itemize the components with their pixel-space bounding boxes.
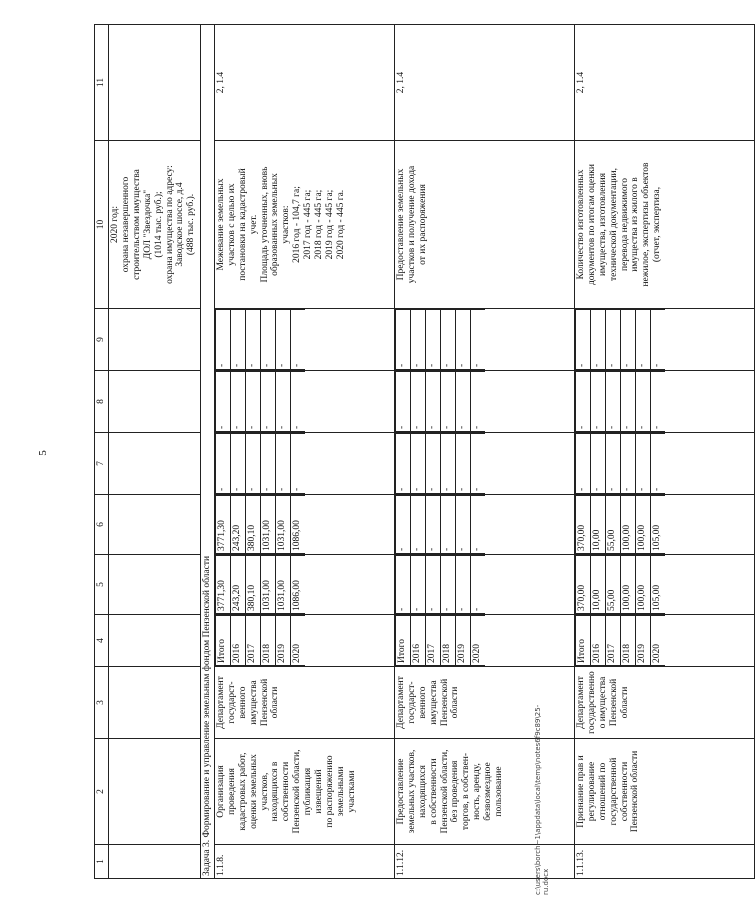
total-funding xyxy=(394,555,574,615)
col8-value: - xyxy=(590,372,605,432)
col9 xyxy=(394,309,574,371)
col7 xyxy=(394,433,574,495)
expected-result-line: документов по итогам оценки xyxy=(586,163,597,286)
activity-name-line: проведения xyxy=(226,768,237,815)
col7-value: - xyxy=(425,434,440,494)
regional-budget-value: - xyxy=(395,496,410,554)
year-cell-value: 2017 xyxy=(605,616,620,666)
activity-name-line: Пензенской области, xyxy=(292,749,303,834)
col8-value: - xyxy=(290,372,305,432)
col7-value: - xyxy=(650,434,665,494)
col8-value: - xyxy=(470,372,485,432)
col9-value: - xyxy=(605,310,620,370)
col9-value: - xyxy=(620,310,635,370)
regional-budget-value: - xyxy=(470,496,485,554)
col7-value: - xyxy=(290,434,305,494)
total-funding-value: - xyxy=(395,556,410,614)
col8-value: - xyxy=(605,372,620,432)
activity-name-line: оценки земельных xyxy=(248,754,259,829)
program-table xyxy=(94,24,755,879)
column-header-11: 11 xyxy=(95,25,109,141)
col9-value: - xyxy=(470,310,485,370)
col9-value: - xyxy=(230,310,245,370)
year-cell xyxy=(394,615,574,667)
col7 xyxy=(574,433,754,495)
regional-budget-value: - xyxy=(440,496,455,554)
col9-value: - xyxy=(650,310,665,370)
activity-name-line: регулирование xyxy=(586,761,597,822)
column-header-5: 5 xyxy=(95,555,109,615)
total-funding xyxy=(214,555,394,615)
regional-budget-value: 3771,30 xyxy=(215,496,230,554)
col8-value: - xyxy=(410,372,425,432)
executor-line: области xyxy=(619,686,630,719)
expected-result-line: учет. xyxy=(248,214,259,235)
activity-name xyxy=(574,739,754,845)
col7-value: - xyxy=(215,434,230,494)
executor-line: Департамент xyxy=(215,676,226,729)
year-cell-value: 2017 xyxy=(425,616,440,666)
total-funding-value: 1086,00 xyxy=(290,556,305,614)
executor-line: области xyxy=(270,686,281,719)
row-number: 1.1.13. xyxy=(574,845,754,879)
col7-value: - xyxy=(575,434,590,494)
column-header-2: 2 xyxy=(95,739,109,845)
col9-value: - xyxy=(245,310,260,370)
continuation-line: ДОЛ "Звездочка" xyxy=(142,189,153,260)
expected-result-line: от их распоряжения xyxy=(417,184,428,265)
executor-line: имущества xyxy=(248,680,259,725)
header-row xyxy=(95,25,109,879)
year-cell-value: 2020 xyxy=(650,616,665,666)
executor-line: имущества xyxy=(428,680,439,725)
col8-value: - xyxy=(230,372,245,432)
activity-name-line: публикация xyxy=(303,767,314,816)
col9-value: - xyxy=(440,310,455,370)
total-funding-value: 100,00 xyxy=(635,556,650,614)
year-cell-value: Итого xyxy=(215,616,230,666)
activity-name-line: извещений xyxy=(314,769,325,814)
total-funding-value: - xyxy=(440,556,455,614)
continuation-line: охрана имущества по адресу: xyxy=(164,165,175,284)
expected-result-line: технической документации, xyxy=(608,167,619,282)
executor-line: о имущества xyxy=(597,676,608,729)
row-number: 1.1.8. xyxy=(214,845,394,879)
total-funding-value: - xyxy=(455,556,470,614)
activity-name-line: торгов, в собствен- xyxy=(461,752,472,831)
year-cell-value: 2017 xyxy=(245,616,260,666)
col9 xyxy=(214,309,394,371)
expected-result-line: 2020 год - 445 га. xyxy=(335,189,346,260)
col7-value: - xyxy=(395,434,410,494)
executor-line: области xyxy=(450,686,461,719)
indicator-ref: 2, 1.4 xyxy=(574,25,754,141)
col9-value: - xyxy=(455,310,470,370)
regional-budget xyxy=(574,495,754,555)
activity-name-line: собственности xyxy=(281,761,292,822)
activity-name-line: по распоряжению xyxy=(325,755,336,828)
col8-value: - xyxy=(620,372,635,432)
year-cell-value: 2016 xyxy=(410,616,425,666)
year-cell xyxy=(574,615,754,667)
expected-result-line: перевода недвижимого xyxy=(619,178,630,271)
activity-name-line: находящихся xyxy=(417,765,428,818)
page-number: 5 xyxy=(37,450,49,456)
executor-line: Департамент xyxy=(575,676,586,729)
expected-result-line: Межевание земельных xyxy=(215,178,226,271)
year-cell-value: 2018 xyxy=(440,616,455,666)
total-funding-value: - xyxy=(470,556,485,614)
regional-budget-value: - xyxy=(455,496,470,554)
col7-value: - xyxy=(620,434,635,494)
continuation-text xyxy=(108,141,200,309)
column-header-3: 3 xyxy=(95,667,109,739)
footer-file-path: c:\users\borch~1\appdata\local\temp\notes6f9c89\25-ru.docx xyxy=(534,704,550,895)
activity-name-line: Организация xyxy=(215,765,226,818)
col9-value: - xyxy=(590,310,605,370)
continuation-line: (1014 тыс. руб.); xyxy=(153,191,164,258)
year-cell-value: 2018 xyxy=(260,616,275,666)
col7-value: - xyxy=(470,434,485,494)
activity-name-line: Пензенской области xyxy=(630,750,641,833)
col8-value: - xyxy=(275,372,290,432)
expected-result-line: постановки на кадастровый xyxy=(237,168,248,281)
column-header-6: 6 xyxy=(95,495,109,555)
col8-value: - xyxy=(575,372,590,432)
regional-budget xyxy=(214,495,394,555)
total-funding-value: 105,00 xyxy=(650,556,665,614)
col8-value: - xyxy=(455,372,470,432)
col7-value: - xyxy=(260,434,275,494)
col7-value: - xyxy=(605,434,620,494)
row-number: 1.1.12. xyxy=(394,845,574,879)
year-cell-value: Итого xyxy=(575,616,590,666)
year-cell-value: 2019 xyxy=(635,616,650,666)
expected-result-line: участков и получение дохода xyxy=(406,165,417,284)
col9-value: - xyxy=(425,310,440,370)
activity-name-line: участками xyxy=(346,770,357,813)
activity-name-line: кадастровых работ, xyxy=(237,752,248,831)
col8-value: - xyxy=(650,372,665,432)
expected-result-line: участков с целью их xyxy=(226,183,237,266)
activity-name-line: Признание прав и xyxy=(575,755,586,828)
total-funding-value: 243,20 xyxy=(230,556,245,614)
total-funding-value: 370,00 xyxy=(575,556,590,614)
col7-value: - xyxy=(230,434,245,494)
activity-name-line: государственной xyxy=(608,757,619,826)
total-funding-value: - xyxy=(425,556,440,614)
col9 xyxy=(574,309,754,371)
col9-value: - xyxy=(410,310,425,370)
continuation-line: охрана незавершенного xyxy=(120,176,131,273)
total-funding xyxy=(574,555,754,615)
regional-budget-value: - xyxy=(410,496,425,554)
table-row xyxy=(214,25,394,879)
executor-line: венного xyxy=(237,686,248,719)
col8-value: - xyxy=(635,372,650,432)
expected-result-line: имущества из жилого в xyxy=(630,177,641,272)
continuation-line: 2020 год: xyxy=(109,206,120,243)
activity-name-line: безвозмездное xyxy=(483,762,494,821)
column-header-8: 8 xyxy=(95,371,109,433)
expected-result-line: участков: xyxy=(281,205,292,244)
expected-result xyxy=(574,141,754,309)
col8-value: - xyxy=(245,372,260,432)
total-funding-value: 380,10 xyxy=(245,556,260,614)
continuation-line: Заводское шоссе, д.4 xyxy=(175,182,186,267)
total-funding-value: 1031,00 xyxy=(275,556,290,614)
activity-name-line: в собственности xyxy=(428,758,439,825)
column-header-10: 10 xyxy=(95,141,109,309)
expected-result-line: 2017 год - 445 га; xyxy=(303,189,314,260)
col8-value: - xyxy=(395,372,410,432)
regional-budget-value: 55,00 xyxy=(605,496,620,554)
col9-value: - xyxy=(395,310,410,370)
total-funding-value: - xyxy=(410,556,425,614)
expected-result-line: (отчет, экспертиза, xyxy=(652,186,663,263)
total-funding-value: 3771,30 xyxy=(215,556,230,614)
col9-value: - xyxy=(575,310,590,370)
activity-name-line: земельными xyxy=(335,766,346,817)
expected-result-line: нежилое, экспертизы объектов xyxy=(641,162,652,287)
year-cell-value: 2016 xyxy=(230,616,245,666)
year-cell-value: 2020 xyxy=(470,616,485,666)
regional-budget-value: 243,20 xyxy=(230,496,245,554)
col9-value: - xyxy=(635,310,650,370)
executor-line: Департамент xyxy=(395,676,406,729)
continuation-line: строительством имущества xyxy=(131,169,142,280)
col7-value: - xyxy=(590,434,605,494)
activity-name-line: участков, xyxy=(259,772,270,811)
year-cell-value: 2020 xyxy=(290,616,305,666)
regional-budget-value: 100,00 xyxy=(620,496,635,554)
activity-name-line: без проведения xyxy=(450,760,461,823)
col7-value: - xyxy=(455,434,470,494)
indicator-ref: 2, 1.4 xyxy=(214,25,394,141)
year-cell-value: 2018 xyxy=(620,616,635,666)
regional-budget xyxy=(394,495,574,555)
expected-result-line: 2016 год - 104,7 га; xyxy=(292,186,303,263)
executor-line: Пензенской xyxy=(259,678,270,727)
col9-value: - xyxy=(290,310,305,370)
regional-budget-value: 370,00 xyxy=(575,496,590,554)
year-cell xyxy=(214,615,394,667)
col8-value: - xyxy=(260,372,275,432)
total-funding-value: 55,00 xyxy=(605,556,620,614)
activity-name-line: земельных участков, xyxy=(406,749,417,834)
col8 xyxy=(394,371,574,433)
expected-result-line: Количество изготовленных xyxy=(575,169,586,280)
regional-budget-value: 105,00 xyxy=(650,496,665,554)
total-funding-value: 100,00 xyxy=(620,556,635,614)
column-header-1: 1 xyxy=(95,845,109,879)
expected-result-line: Площадь уточненных, вновь xyxy=(259,166,270,283)
regional-budget-value: 380,10 xyxy=(245,496,260,554)
expected-result xyxy=(394,141,574,309)
activity-name-line: Предоставление xyxy=(395,758,406,825)
col8-value: - xyxy=(215,372,230,432)
col9-value: - xyxy=(215,310,230,370)
regional-budget-value: 10,00 xyxy=(590,496,605,554)
total-funding-value: 10,00 xyxy=(590,556,605,614)
expected-result-line: образованных земельных xyxy=(270,173,281,276)
indicator-ref: 2, 1.4 xyxy=(394,25,574,141)
expected-result-line: 2018 год - 445 га; xyxy=(314,189,325,260)
table-row xyxy=(574,25,754,879)
year-cell-value: Итого xyxy=(395,616,410,666)
continuation-line: (488 тыс. руб.). xyxy=(186,193,197,256)
executor-line: государст- xyxy=(406,681,417,724)
col9-value: - xyxy=(275,310,290,370)
activity-name-line: Пензенской области, xyxy=(439,749,450,834)
executor-line: государственно xyxy=(586,671,597,734)
expected-result xyxy=(214,141,394,309)
executor-line: венного xyxy=(417,686,428,719)
regional-budget-value: 1086,00 xyxy=(290,496,305,554)
col8-value: - xyxy=(440,372,455,432)
expected-result-line: имущества, изготовления xyxy=(597,172,608,277)
year-cell-value: 2016 xyxy=(590,616,605,666)
executor-line: Пензенской xyxy=(608,678,619,727)
col7-value: - xyxy=(245,434,260,494)
regional-budget-value: - xyxy=(425,496,440,554)
col8 xyxy=(574,371,754,433)
year-cell-value: 2019 xyxy=(455,616,470,666)
year-cell-value: 2019 xyxy=(275,616,290,666)
regional-budget-value: 100,00 xyxy=(635,496,650,554)
expected-result-line: 2019 год - 445 га; xyxy=(325,189,336,260)
expected-result-line: Предоставление земельных xyxy=(395,168,406,281)
activity-name-line: ность, аренду, xyxy=(472,763,483,820)
executor-line: Пензенской xyxy=(439,678,450,727)
col8-value: - xyxy=(425,372,440,432)
col7 xyxy=(214,433,394,495)
task-row xyxy=(200,25,214,879)
total-funding-value: 1031,00 xyxy=(260,556,275,614)
column-header-7: 7 xyxy=(95,433,109,495)
task-title: Задача 3. Формирование и управление земельным фондом Пензенской области xyxy=(200,25,214,879)
executor-line: государст- xyxy=(226,681,237,724)
activity-name xyxy=(214,739,394,845)
activity-name-line: пользование xyxy=(494,766,505,817)
regional-budget-value: 1031,00 xyxy=(275,496,290,554)
column-header-4: 4 xyxy=(95,615,109,667)
continuation-row xyxy=(108,25,200,879)
col7-value: - xyxy=(410,434,425,494)
regional-budget-value: 1031,00 xyxy=(260,496,275,554)
col7-value: - xyxy=(440,434,455,494)
activity-name-line: находящихся в xyxy=(270,761,281,822)
column-header-9: 9 xyxy=(95,309,109,371)
executor xyxy=(214,667,394,739)
activity-name-line: отношений по xyxy=(597,762,608,821)
col7-value: - xyxy=(635,434,650,494)
activity-name-line: собственности xyxy=(619,761,630,822)
col9-value: - xyxy=(260,310,275,370)
col7-value: - xyxy=(275,434,290,494)
executor xyxy=(574,667,754,739)
col8 xyxy=(214,371,394,433)
